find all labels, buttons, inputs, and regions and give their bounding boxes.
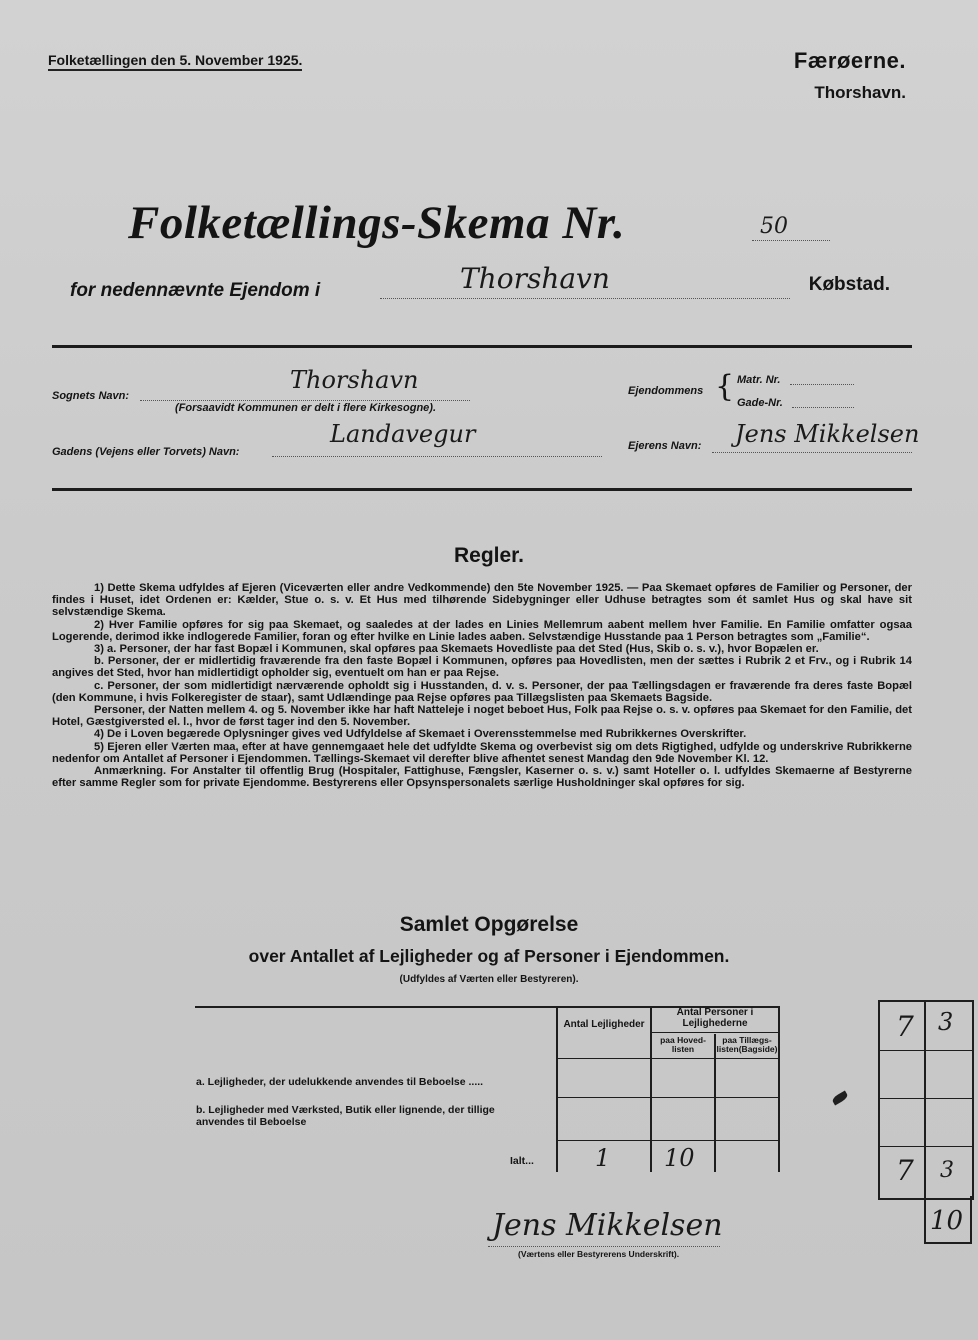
side-box-line-2 (878, 1098, 972, 1099)
property-ident-label: Ejendommens (628, 385, 704, 397)
rules-text (52, 582, 912, 789)
property-label: for nedennævnte Ejendom i (70, 280, 321, 301)
city-header: Thorshavn. (814, 83, 906, 102)
kobstad-label: Købstad. (808, 274, 890, 295)
table-subheader-line (650, 1032, 780, 1033)
side-tally-box (878, 1000, 974, 1200)
parish-label: Sognets Navn: (52, 390, 130, 402)
parish-line (140, 400, 470, 401)
town-handwritten: Thorshavn (460, 262, 610, 295)
summary-note: (Udfyldes af Værten eller Bestyreren). (399, 974, 579, 985)
rule-paragraph: 4) De i Loven begærede Oplysninger gives ved Udfyldelse af Skemaet i Overensstemmelse med Rubrikkernes Overskrifter. (94, 728, 747, 741)
table-vline-3 (714, 1034, 716, 1172)
parish-note: (Forsaavidt Kommunen er delt i flere Kirkesogne). (175, 402, 437, 414)
rule-paragraph: 5) Ejeren eller Værten maa, efter at have gennemgaaet hele det udfyldte Skema og overbevist sig om dets Rigtighed, udfylde og underskrive Rubrikkerne nedenfor om Antallet af Personer i Ejendommen. Tællings-Skemaet vil derefter blive afhentet senest Mandag den 9de November Kl. 12. (52, 740, 912, 765)
side-r4c2: 3 (940, 1158, 954, 1183)
side-r1c1: 7 (896, 1010, 914, 1043)
side-r4c1: 7 (896, 1154, 914, 1187)
street-label: Gadens (Vejens eller Torvets) Navn: (52, 446, 240, 458)
street-value: Landavegur (330, 420, 476, 448)
ink-mark (831, 1091, 849, 1106)
table-vline-4 (778, 1006, 780, 1172)
total-apartments-handwritten: 1 (595, 1144, 611, 1172)
table-vline-2 (650, 1006, 652, 1172)
matr-label: Matr. Nr. (737, 374, 781, 386)
row-a-label: a. Lejligheder, der udelukkende anvendes til Beboelse ..... (196, 1076, 484, 1088)
total-main-list-handwritten: 10 (664, 1144, 695, 1172)
divider-top (52, 345, 912, 348)
col-persons-header: Antal Personer i Lejlighederne (676, 1007, 754, 1029)
gade-line (792, 407, 854, 408)
side-box-line-3 (878, 1146, 972, 1147)
signature-caption: (Værtens eller Bestyrerens Underskrift). (518, 1249, 680, 1259)
table-row-a-bottom (556, 1097, 780, 1098)
summary-subtitle: over Antallet af Lejligheder og af Personer i Ejendommen. (248, 946, 730, 966)
rule-annotation: Anmærkning. For Anstalter til offentlig Brug (Hospitaler, Fattighuse, Fængsler, Kaserner o. s. v.) samt Hoteller o. l. udfyldes Skemaerne af Bestyrerne efter samme Regler som for private Ejendomme. Bestyrerens eller Opsynspersonalets særlige Husholdninger skal opføres for sig. (52, 765, 912, 790)
col-apartments-header: Antal Lejligheder (563, 1019, 645, 1030)
rule-paragraph: c. Personer, der som midlertidigt nærværende opholdt sig i Husstanden, d. v. s. Personer, der paa Tællingsdagen er fraværende fra deres faste Bopæl (den Kommune, i hvis Folkeregister de staar), samt Udlændinge paa Rejse opføres paa Tillægslisten paa Skemaets Bagside. (52, 679, 912, 704)
signature-line (488, 1246, 720, 1247)
table-header-bottom (556, 1058, 780, 1059)
summary-title: Samlet Opgørelse (399, 913, 579, 936)
gade-label: Gade-Nr. (737, 397, 783, 409)
street-line (272, 456, 602, 457)
divider-middle (52, 488, 912, 491)
side-r1c2: 3 (938, 1008, 954, 1036)
signature-handwritten: Jens Mikkelsen (492, 1208, 723, 1243)
side-total: 10 (930, 1206, 964, 1236)
parish-value: Thorshavn (290, 366, 419, 394)
side-box-line-1 (878, 1050, 972, 1051)
brace-icon: { (715, 369, 735, 404)
owner-value: Jens Mikkelsen (735, 420, 920, 448)
col-supplement-header: paa Tillægs-listen(Bagside) (716, 1035, 778, 1054)
schema-number-line (752, 240, 830, 241)
town-line (380, 298, 790, 299)
form-title: Folketællings-Skema Nr. (128, 197, 626, 249)
table-row-b-bottom (556, 1140, 780, 1141)
owner-line (712, 452, 912, 453)
rule-paragraph: 2) Hver Familie opføres for sig paa Skemaet, og saaledes at der lades en Linies Mellemrum aabent mellem hver Familie. En Familie omfatter ogsaa Logerende, derimod ikke indlogerede Familier, foran og efter hvilke en Linie lades aaben. Selvstændige Husstande paa 1 Person betragtes som „Familie“. (52, 618, 912, 643)
owner-label: Ejerens Navn: (628, 440, 702, 452)
col-main-list-header: paa Hoved-listen (660, 1035, 706, 1054)
schema-number-handwritten: 50 (760, 214, 788, 239)
rule-paragraph: b. Personer, der er midlertidig fraværende fra den faste Bopæl i Kommunen, opføres paa Hovedlisten, men der sættes i Rubrik 2 et Frv., og i Rubrik 14 angives det Sted, hvor han midlertidigt opholder sig, eventuelt om han er paa Rejse. (52, 655, 912, 680)
rule-paragraph: 3) a. Personer, der har fast Bopæl i Kommunen, skal opføres paa Skemaets Hovedliste paa det Sted (Hus, Skib o. s. v.), hvor Bopælen er. (94, 643, 819, 656)
matr-line (790, 384, 854, 385)
region-header: Færøerne. (793, 48, 906, 73)
rules-title: Regler. (453, 544, 525, 567)
rule-paragraph: Personer, der Natten mellem 4. og 5. November ikke har haft Natteleje i noget beboet Hus, Folk paa Rejse o. s. v. opføres paa Skemaet for den Familie, det Hotel, Gæstgiversted el. l., hvor de først tager ind den 5. November. (52, 704, 912, 729)
rule-paragraph: 1) Dette Skema udfyldes af Ejeren (Viceværten eller andre Vedkommende) den 5te November 1925. — Paa Skemaet opføres de Familier og Personer, der findes i Huset, idet Ordenen er: Kælder, Stue o. s. v. Et Hus med tilhørende Sidebygninger eller Udhuse betragtes som ét samlet Hus og skal have sit selvstændige Skema. (52, 582, 912, 619)
row-b-label: b. Lejligheder med Værksted, Butik eller lignende, der tillige anvendes til Beboelse (196, 1104, 495, 1128)
census-date-header: Folketællingen den 5. November 1925. (48, 52, 302, 71)
row-total-label: Ialt... (510, 1155, 534, 1167)
table-vline-1 (556, 1006, 558, 1172)
